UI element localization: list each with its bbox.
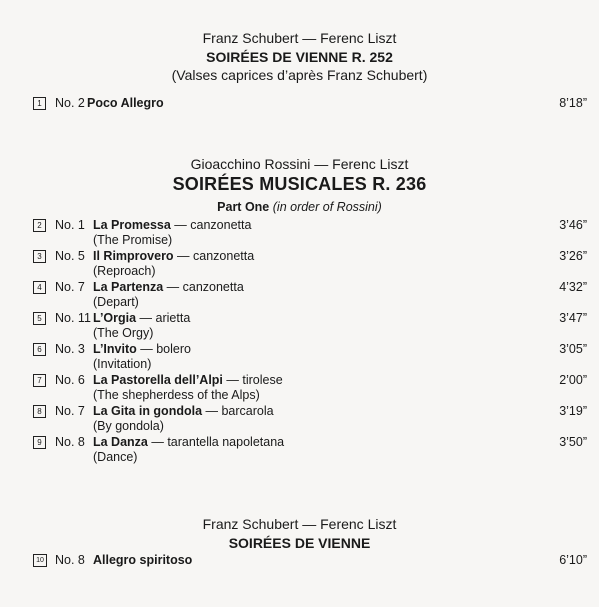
track-title-text: Il Rimprovero	[93, 249, 174, 263]
track-translation: (Invitation)	[93, 357, 152, 371]
track-no: No. 3	[55, 342, 85, 356]
track-duration: 8’18”	[559, 96, 587, 110]
track-title	[93, 404, 274, 419]
track-number-box: 7	[33, 374, 46, 387]
section-rossini-liszt	[0, 156, 599, 214]
composer-line: Franz Schubert — Ferenc Liszt	[202, 30, 397, 46]
track-title-text: La Gita in gondola	[93, 404, 203, 418]
work-title: SOIRÉES DE VIENNE	[228, 535, 371, 552]
track-title-text: La Pastorella dell’Alpi	[93, 373, 223, 387]
track-duration: 3’26”	[559, 249, 587, 263]
track-title	[93, 342, 191, 357]
section-schubert-liszt-2	[0, 516, 599, 551]
track-title	[93, 280, 244, 295]
track-duration: 3’46”	[559, 218, 587, 232]
track-duration: 3’47”	[559, 311, 587, 325]
track-genre: — arietta	[136, 311, 191, 325]
part-label: Part One	[217, 199, 270, 214]
track-duration: 3’19”	[559, 404, 587, 418]
composer-line: Gioacchino Rossini — Ferenc Liszt	[190, 156, 409, 172]
track-title	[93, 553, 192, 568]
work-subtitle: (Valses caprices d’après Franz Schubert)	[171, 67, 428, 84]
track-title	[87, 96, 164, 111]
track-translation: (Depart)	[93, 295, 139, 309]
track-no: No. 8	[55, 435, 85, 449]
track-no: No. 2	[55, 96, 85, 110]
track-no: No. 5	[55, 249, 85, 263]
track-duration: 3’50”	[559, 435, 587, 449]
section-schubert-liszt-1	[0, 30, 599, 83]
part-heading	[0, 200, 599, 214]
track-number-box: 6	[33, 343, 46, 356]
track-title	[93, 311, 190, 326]
track-number-box: 2	[33, 219, 46, 232]
track-duration: 6’10”	[559, 553, 587, 567]
track-number-box: 3	[33, 250, 46, 263]
track-title-text: La Partenza	[93, 280, 164, 294]
track-number-box: 4	[33, 281, 46, 294]
track-title	[93, 218, 251, 233]
track-no: No. 1	[55, 218, 85, 232]
track-duration: 2’00”	[559, 373, 587, 387]
track-genre: — bolero	[136, 342, 191, 356]
track-genre: — canzonetta	[170, 218, 252, 232]
track-title	[93, 373, 283, 388]
track-no: No. 11	[55, 311, 91, 325]
track-title-text: Poco Allegro	[87, 96, 164, 110]
track-no: No. 8	[55, 553, 85, 567]
track-genre: — tirolese	[222, 373, 283, 387]
track-duration: 3’05”	[559, 342, 587, 356]
track-translation: (The Promise)	[93, 233, 173, 247]
track-title-text: La Promessa	[93, 218, 171, 232]
track-translation: (By gondola)	[93, 419, 164, 433]
track-title	[93, 249, 254, 264]
work-title: SOIRÉES DE VIENNE R. 252	[206, 49, 393, 66]
work-title: SOIRÉES MUSICALES R. 236	[172, 174, 427, 195]
track-no: No. 7	[55, 280, 85, 294]
track-number-box: 5	[33, 312, 46, 325]
track-genre: — canzonetta	[163, 280, 244, 294]
track-translation: (The Orgy)	[93, 326, 154, 340]
track-translation: (Dance)	[93, 450, 138, 464]
track-genre: — barcarola	[202, 404, 274, 418]
track-genre: — canzonetta	[173, 249, 255, 263]
track-title-text: Allegro spiritoso	[93, 553, 193, 567]
track-translation: (The shepherdess of the Alps)	[93, 388, 260, 402]
composer-line: Franz Schubert — Ferenc Liszt	[202, 516, 397, 532]
track-number-box: 10	[33, 554, 47, 567]
part-note: (in order of Rossini)	[272, 199, 382, 214]
track-genre: — tarantella napoletana	[147, 435, 285, 449]
track-no: No. 7	[55, 404, 85, 418]
track-no: No. 6	[55, 373, 85, 387]
track-translation: (Reproach)	[93, 264, 156, 278]
track-title-text: L’Invito	[93, 342, 137, 356]
track-number-box: 1	[33, 97, 46, 110]
track-title	[93, 435, 284, 450]
track-duration: 4’32”	[559, 280, 587, 294]
track-number-box: 8	[33, 405, 46, 418]
track-number-box: 9	[33, 436, 46, 449]
track-title-text: L’Orgia	[93, 311, 137, 325]
track-title-text: La Danza	[93, 435, 148, 449]
